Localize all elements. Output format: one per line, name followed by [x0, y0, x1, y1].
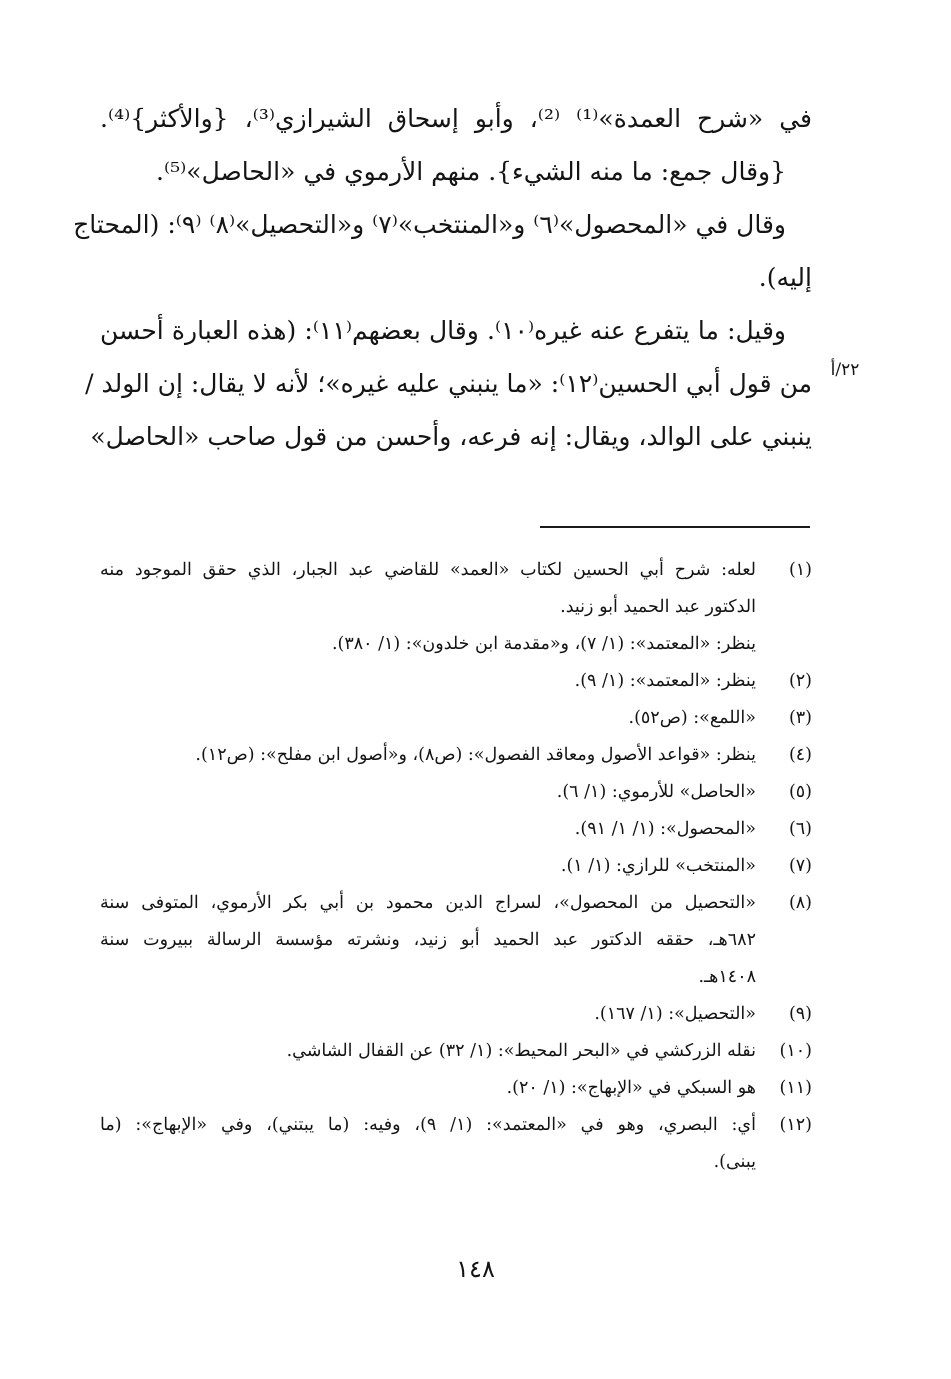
main-text-line: ينبني على الوالد، ويقال: إنه فرعه، وأحسن من قول صاحب «الحاصل»: [90, 422, 812, 451]
footnote: [100, 737, 812, 774]
footnote-line: ينظر: «المعتمد»: (١/ ٧)، و«مقدمة ابن خلدون»: (١/ ٣٨٠).: [331, 634, 756, 654]
footnote-line: نقله الزركشي في «البحر المحيط»: (١/ ٣٢) عن القفال الشاشي.: [286, 1041, 756, 1061]
footnote-number: (٦): [788, 819, 812, 839]
footnote-line: «التحصيل من المحصول»، لسراج الدين محمود بن أبي بكر الأرموي، المتوفى سنة: [100, 893, 756, 913]
main-text-line: وقال في «المحصول»⁽٦⁾ و«المنتخب»⁽٧⁾ و«التحصيل»⁽٨⁾ ⁽٩⁾: (المحتاج: [73, 210, 786, 239]
footnote-number: (٥): [788, 782, 812, 802]
footnote-line: ينظر: «قواعد الأصول ومعاقد الفصول»: (ص٨)، و«أصول ابن مفلح»: (ص١٢).: [195, 745, 756, 765]
footnote-line: يبنى).: [713, 1152, 756, 1172]
footnote-line: «اللمع»: (ص٥٢).: [628, 708, 756, 728]
footnote: [100, 552, 812, 663]
footnote-number: (٤): [788, 745, 812, 765]
footnote: [100, 1070, 812, 1107]
main-text-line: في «شرح العمدة»⁽¹⁾ ⁽²⁾، وأبو إسحاق الشيرازي⁽³⁾، {والأكثر}⁽⁴⁾.: [100, 104, 813, 133]
footnote-line: هو السبكي في «الإبهاج»: (١/ ٢٠).: [506, 1078, 756, 1098]
footnote: [100, 700, 812, 737]
footnote: [100, 774, 812, 811]
footnote-line: أي: البصري، وهو في «المعتمد»: (١/ ٩)، وفيه: (ما يبتني)، وفي «الإبهاج»: (ما: [100, 1115, 756, 1135]
footnote-line: ١٤٠٨هـ.: [698, 967, 756, 987]
footnote-number: (١٢): [779, 1115, 812, 1135]
main-text-line: {وقال جمع: ما منه الشيء}. منهم الأرموي في «الحاصل»⁽⁵⁾.: [156, 157, 786, 186]
footnote-number: (٨): [788, 893, 812, 913]
footnote-line: الدكتور عبد الحميد أبو زنيد.: [560, 597, 756, 617]
footnote: [100, 811, 812, 848]
footnote-number: (١): [788, 560, 812, 580]
manuscript-folio-note: ٢٢/أ: [830, 360, 860, 380]
main-text-line: إليه).: [758, 263, 812, 292]
footnote-number: (٣): [788, 708, 812, 728]
footnote-line: ٦٨٢هـ، حققه الدكتور عبد الحميد أبو زنيد، ونشرته مؤسسة الرسالة ببيروت سنة: [100, 930, 756, 950]
footnote-line: «المحصول»: (١/ ١/ ٩١).: [574, 819, 756, 839]
footnote-line: لعله: شرح أبي الحسين لكتاب «العمد» للقاضي عبد الجبار، الذي حقق الموجود منه: [100, 560, 756, 580]
main-text: [73, 92, 813, 463]
footnote-line: ينظر: «المعتمد»: (١/ ٩).: [574, 671, 756, 691]
footnote-number: (٩): [788, 1004, 812, 1024]
footnote-line: «التحصيل»: (١/ ١٦٧).: [594, 1004, 756, 1024]
footnotes: [100, 552, 812, 1181]
footnote: [100, 848, 812, 885]
main-text-line: وقيل: ما يتفرع عنه غيره⁽١٠⁾. وقال بعضهم⁽١١⁾: (هذه العبارة أحسن: [100, 316, 786, 345]
footnote-line: «المنتخب» للرازي: (١/ ١).: [560, 856, 756, 876]
page-number: ١٤٨: [456, 1255, 495, 1283]
footnote: [100, 1033, 812, 1070]
footnote: [100, 1107, 812, 1181]
footnote: [100, 663, 812, 700]
footnote: [100, 885, 812, 996]
footnote-number: (٢): [788, 671, 812, 691]
footnote-separator: [540, 526, 810, 528]
main-text-line: من قول أبي الحسين⁽١٢⁾: «ما ينبني عليه غيره»؛ لأنه لا يقال: إن الولد /: [85, 369, 812, 398]
footnote: [100, 996, 812, 1033]
footnote-number: (١١): [779, 1078, 812, 1098]
footnote-number: (١٠): [779, 1041, 812, 1061]
footnote-number: (٧): [788, 856, 812, 876]
footnote-line: «الحاصل» للأرموي: (١/ ٦).: [556, 782, 756, 802]
